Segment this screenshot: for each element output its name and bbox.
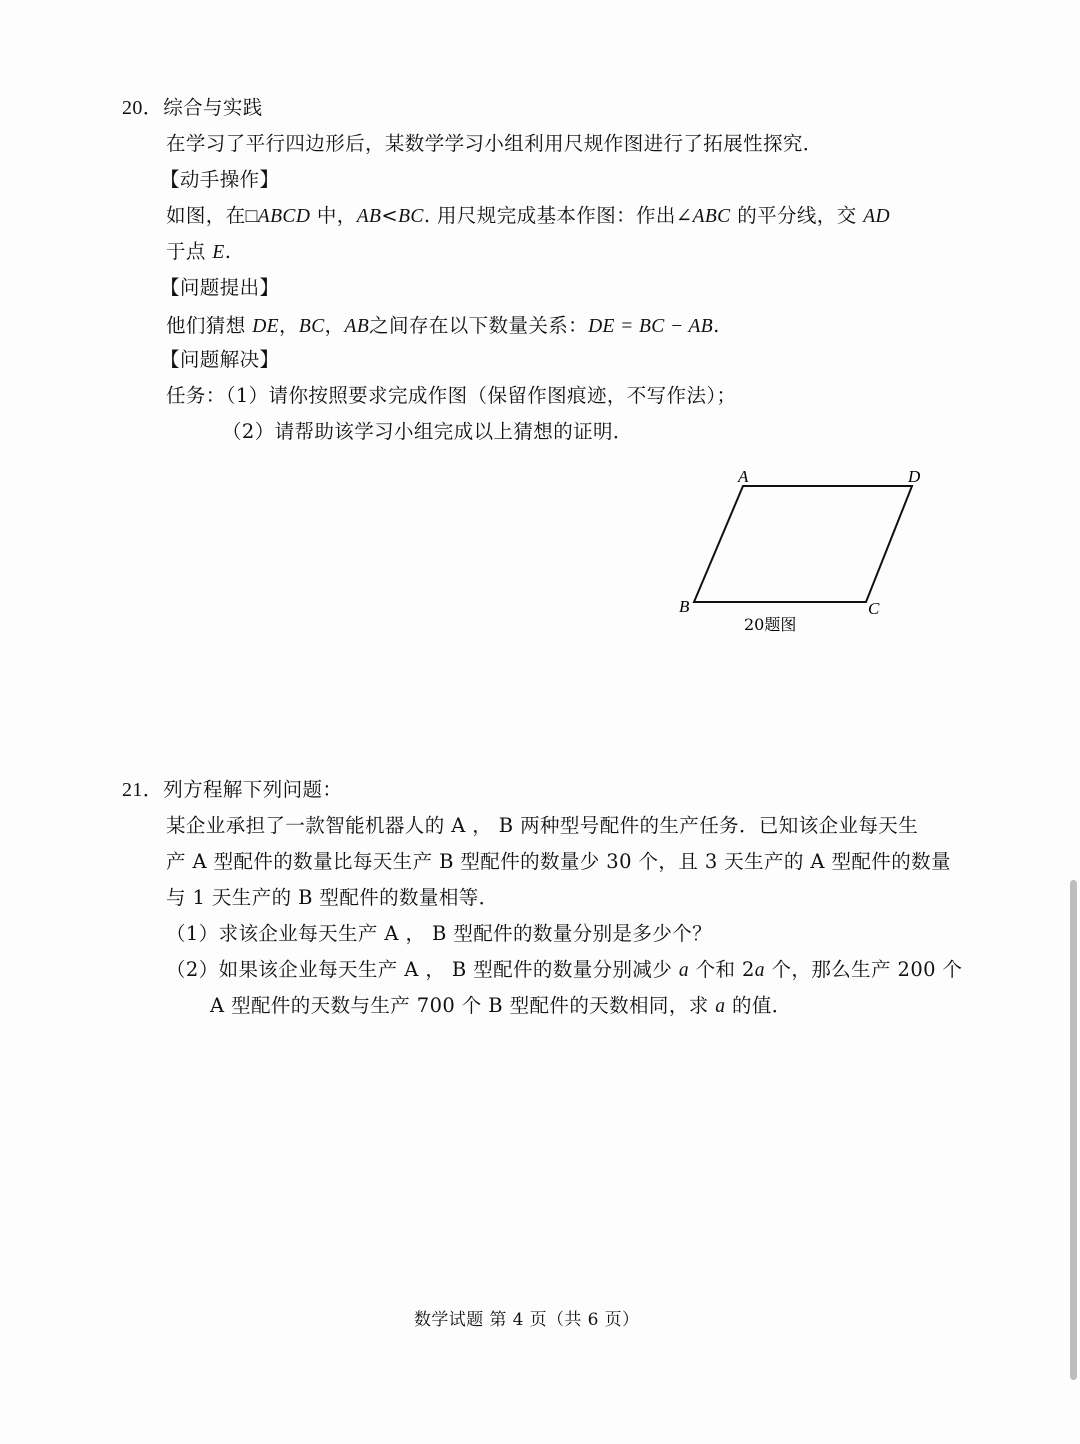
page-footer: 数学试题 第 4 页（共 6 页） <box>414 1310 640 1330</box>
q20-figure-parallelogram <box>670 462 940 642</box>
q20-conj-text-e: . <box>713 314 720 337</box>
q20-conj-ab: AB <box>344 316 370 337</box>
q20-op2-e: E <box>212 242 225 263</box>
q20-task1: 任务：（1）请你按照要求完成作图（保留作图痕迹，不写作法）； <box>166 384 737 407</box>
q20-op-text-d: 的平分线，交 <box>730 204 864 227</box>
q20-op-abc: ABC <box>692 206 731 227</box>
q21-var-a1: a <box>678 960 689 981</box>
q20-op-text-c: . 用尺规完成基本作图：作出∠ <box>423 204 693 227</box>
parallelogram-shape <box>694 486 912 602</box>
q20-parallelogram-name: □ABCD <box>245 206 311 227</box>
q21-para-line1: 某企业承担了一款智能机器人的 A ， B 两种型号配件的生产任务．已知该企业每天生 <box>166 814 919 837</box>
q20-number: 20． <box>122 97 164 119</box>
q21-sub2-line1 <box>166 956 962 985</box>
q21-para-line2: 产 A 型配件的数量比每天生产 B 型配件的数量少 30 个，且 3 天生产的 A 型配件的数量 <box>166 850 951 873</box>
q21-sub2-text-c: 个，那么生产 200 个 <box>764 958 963 981</box>
q20-header <box>122 94 263 122</box>
q20-conj-text-b: ， <box>279 314 299 337</box>
q21-var-a3: a <box>715 996 726 1017</box>
q20-intro: 在学习了平行四边形后，某数学学习小组利用尺规作图进行了拓展性探究． <box>166 132 823 155</box>
q21-sub2-line2-text-b: 的值． <box>725 994 792 1017</box>
q20-conj-bc: BC <box>298 316 325 337</box>
vertex-label-a: A <box>738 467 749 486</box>
q20-section-problem: 【问题提出】 <box>160 276 280 299</box>
figure-caption: 20题图 <box>744 615 797 634</box>
q20-op-text-a: 如图，在 <box>166 204 246 227</box>
q20-op-ab: AB <box>356 206 382 227</box>
q21-sub1: （1）求该企业每天生产 A ， B 型配件的数量分别是多少个？ <box>166 922 713 945</box>
q20-op2-text-a: 于点 <box>166 240 213 263</box>
q20-conjecture <box>166 312 720 341</box>
q21-title: 列方程解下列问题： <box>163 778 343 801</box>
q20-conj-text-a: 他们猜想 <box>166 314 253 337</box>
q20-section-solve: 【问题解决】 <box>160 348 280 371</box>
q21-var-a2: a <box>754 960 765 981</box>
q20-op-text-b: 中， <box>310 204 357 227</box>
q20-op-ad: AD <box>863 206 890 227</box>
q20-op-bc: BC <box>398 206 424 227</box>
q20-task2: （2）请帮助该学习小组完成以上猜想的证明． <box>222 420 633 443</box>
q21-sub2-line2-text-a: A 型配件的天数与生产 700 个 B 型配件的天数相同，求 <box>210 994 716 1017</box>
q20-operation-line1 <box>166 202 890 231</box>
vertex-label-c: C <box>868 599 880 618</box>
q20-op-lt: < <box>381 204 399 227</box>
q21-sub2-text-b: 个和 2 <box>688 958 755 981</box>
q20-conj-de: DE <box>252 316 279 337</box>
q20-conj-formula: DE = BC − AB <box>588 316 714 337</box>
q20-title: 综合与实践 <box>163 96 263 119</box>
vertex-label-b: B <box>679 597 690 616</box>
q20-op2-text-b: . <box>224 240 232 263</box>
q21-sub2-line2 <box>210 992 792 1021</box>
q20-conj-text-c: ， <box>324 314 345 337</box>
q20-operation-line2 <box>166 238 231 267</box>
q21-sub2-text-a: （2）如果该企业每天生产 A ， B 型配件的数量分别减少 <box>166 958 679 981</box>
q21-number: 21． <box>122 779 164 801</box>
vertical-scrollbar[interactable] <box>1070 880 1077 1380</box>
q21-para-line3: 与 1 天生产的 B 型配件的数量相等． <box>166 886 499 909</box>
q21-header <box>122 776 342 804</box>
q20-section-operation: 【动手操作】 <box>160 168 280 191</box>
q20-conj-text-d: 之间存在以下数量关系： <box>369 314 589 337</box>
vertex-label-d: D <box>908 467 921 486</box>
